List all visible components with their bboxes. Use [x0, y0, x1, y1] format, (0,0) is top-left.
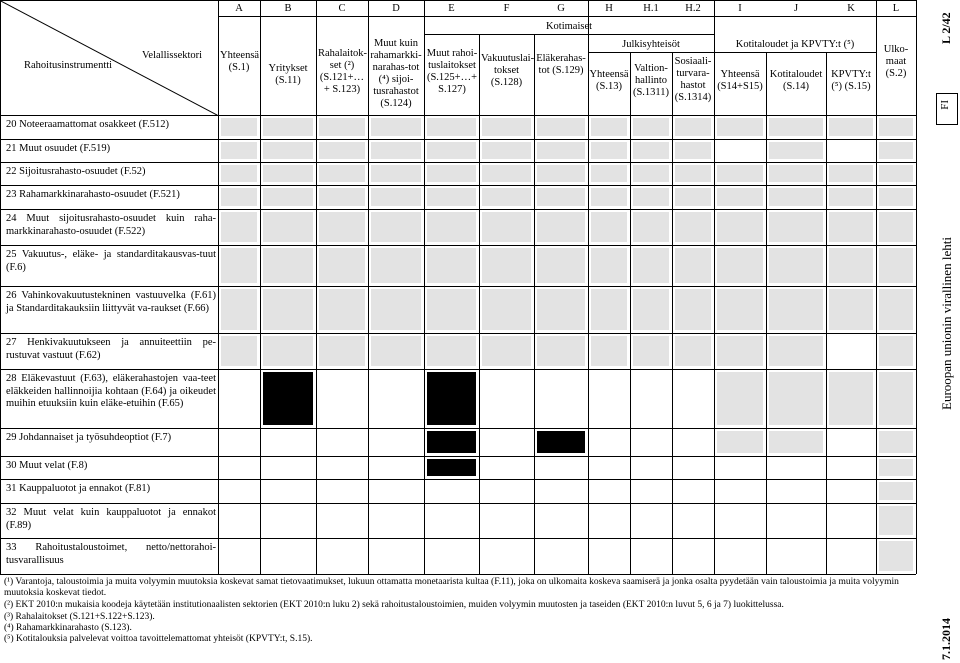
cell-grey [537, 289, 585, 330]
cell-grey [675, 248, 711, 283]
cell-black [427, 459, 476, 476]
col-letter-i: I [738, 3, 742, 14]
row-label: 30 Muut velat (F.8) [6, 460, 88, 471]
cell-grey [591, 188, 627, 206]
grid-line [0, 286, 916, 287]
cell-grey [717, 372, 763, 425]
cell-grey [591, 289, 627, 330]
cell-black [537, 431, 585, 453]
side-journal-title: Euroopan unionin virallinen lehti [939, 237, 954, 410]
cell-grey [371, 188, 421, 206]
grid-line [368, 0, 369, 574]
cell-black [427, 431, 476, 453]
cell-grey [319, 289, 365, 330]
cell-grey [829, 165, 873, 182]
grid-line [588, 52, 876, 53]
col-letter-e: E [448, 3, 455, 14]
cell-grey [675, 336, 711, 366]
grid-line [0, 538, 916, 539]
header-rahoitusinstrumentti: Rahoitusinstrumentti [24, 60, 113, 71]
cell-grey [371, 289, 421, 330]
cell-grey [829, 188, 873, 206]
cell-grey [221, 165, 257, 182]
col-letter-h1: H.1 [643, 3, 659, 14]
header-julkisyhteisot: Julkisyhteisöt [622, 39, 680, 50]
row-label: 20 Noteeraamattomat osakkeet (F.512) [6, 119, 170, 130]
cell-grey [263, 248, 313, 283]
header-col-h1: Valtion-hallinto (S.1311) [632, 63, 670, 98]
cell-grey [879, 459, 913, 476]
col-letter-h2: H.2 [685, 3, 701, 14]
grid-line [0, 139, 916, 140]
cell-grey [591, 142, 627, 159]
cell-grey [319, 248, 365, 283]
cell-grey [319, 165, 365, 182]
grid-line [534, 34, 535, 574]
row-label: 29 Johdannaiset ja työsuhdeoptiot (F.7) [6, 432, 172, 443]
cell-grey [591, 336, 627, 366]
header-col-b: Yritykset (S.11) [268, 63, 308, 86]
cell-grey [319, 118, 365, 136]
cell-grey [769, 431, 823, 453]
col-letter-d: D [392, 3, 400, 14]
cell-grey [769, 118, 823, 136]
cell-grey [879, 372, 913, 425]
header-col-f: Vakuutuslai-tokset (S.128) [481, 53, 535, 88]
cell-black [427, 372, 476, 425]
cell-grey [482, 188, 531, 206]
col-letter-b: B [284, 3, 292, 14]
cell-grey [717, 188, 763, 206]
header-col-a: Yhteensä (S.1) [220, 50, 260, 73]
cell-grey [769, 165, 823, 182]
grid-line [714, 0, 715, 574]
cell-grey [537, 142, 585, 159]
cell-grey [221, 248, 257, 283]
header-velallissektori: Velallissektori [142, 50, 203, 61]
cell-grey [717, 336, 763, 366]
cell-grey [263, 165, 313, 182]
grid-line [218, 16, 916, 17]
cell-grey [371, 212, 421, 242]
cell-grey [263, 212, 313, 242]
cell-grey [633, 165, 669, 182]
cell-grey [769, 372, 823, 425]
grid-line [0, 209, 916, 210]
row-label: 25 Vakuutus-, eläke- ja standarditakausvas-tuut (F.6) [6, 249, 216, 273]
grid-line [916, 0, 917, 574]
cell-grey [221, 188, 257, 206]
grid-line [766, 52, 767, 574]
col-letter-g: G [557, 3, 565, 14]
cell-grey [879, 188, 913, 206]
grid-line [479, 34, 480, 574]
cell-grey [879, 541, 913, 571]
cell-grey [769, 248, 823, 283]
cell-grey [263, 336, 313, 366]
cell-grey [371, 336, 421, 366]
grid-line [0, 245, 916, 246]
grid-line [0, 115, 916, 116]
header-col-l: Ulko-maat (S.2) [883, 44, 909, 79]
header-col-c: Rahalaitok-set (²) (S.121+…+ S.123) [318, 48, 367, 95]
header-col-h: Yhteensä (S.13) [589, 69, 629, 92]
grid-line [0, 0, 1, 574]
col-letter-a: A [235, 3, 243, 14]
grid-line [630, 52, 631, 574]
cell-grey [427, 165, 476, 182]
cell-grey [591, 248, 627, 283]
header-col-e: Muut rahoi-tuslaitokset (S.125+…+ S.127) [426, 48, 478, 95]
grid-line [0, 503, 916, 504]
grid-line [826, 52, 827, 574]
cell-grey [675, 142, 711, 159]
cell-grey [221, 289, 257, 330]
grid-line [0, 333, 916, 334]
side-lang-box [936, 93, 958, 125]
row-label: 22 Sijoitusrahasto-osuudet (F.52) [6, 166, 146, 177]
cell-grey [717, 248, 763, 283]
cell-grey [319, 188, 365, 206]
footnote-4: (⁴) Rahamarkkinarahasto (S.123). [4, 623, 132, 633]
header-col-g: Eläkerahas-tot (S.129) [536, 53, 586, 76]
cell-grey [829, 212, 873, 242]
cell-grey [879, 142, 913, 159]
cell-grey [879, 336, 913, 366]
cell-grey [371, 248, 421, 283]
cell-grey [427, 118, 476, 136]
row-label: 32 Muut velat kuin kauppaluotot ja ennakot (F.89) [6, 507, 216, 531]
cell-grey [221, 212, 257, 242]
side-page-ref: L 2/42 [939, 12, 953, 44]
col-letter-j: J [793, 3, 799, 14]
cell-grey [537, 336, 585, 366]
cell-grey [371, 118, 421, 136]
cell-grey [427, 248, 476, 283]
grid-line [0, 574, 916, 575]
row-label: 27 Henkivakuutukseen ja annuiteettiin pe-rustuvat vastuut (F.62) [6, 337, 216, 361]
cell-grey [879, 482, 913, 500]
grid-line [260, 0, 261, 574]
cell-grey [717, 165, 763, 182]
cell-grey [263, 188, 313, 206]
row-label: 24 Muut sijoitusrahasto-osuudet kuin raha-markkinarahasto-osuudet (F.522) [6, 213, 216, 237]
side-date: 7.1.2014 [939, 618, 953, 660]
cell-grey [537, 248, 585, 283]
side-lang: FI [939, 100, 951, 110]
cell-grey [482, 248, 531, 283]
cell-grey [633, 289, 669, 330]
cell-grey [427, 142, 476, 159]
cell-grey [879, 289, 913, 330]
cell-grey [717, 431, 763, 453]
cell-grey [537, 188, 585, 206]
cell-grey [717, 118, 763, 136]
col-letter-f: F [503, 3, 510, 14]
cell-grey [717, 212, 763, 242]
cell-grey [769, 142, 823, 159]
cell-grey [263, 289, 313, 330]
cell-grey [675, 188, 711, 206]
cell-grey [633, 336, 669, 366]
grid-line [0, 185, 916, 186]
cell-grey [221, 118, 257, 136]
grid-line [316, 0, 317, 574]
header-col-h2: Sosiaali-turvara-hastot (S.1314) [674, 56, 712, 103]
grid-line [424, 34, 714, 35]
cell-grey [427, 336, 476, 366]
grid-line [0, 369, 916, 370]
cell-grey [591, 165, 627, 182]
cell-grey [537, 118, 585, 136]
cell-grey [537, 165, 585, 182]
cell-grey [675, 212, 711, 242]
cell-grey [769, 212, 823, 242]
cell-grey [675, 289, 711, 330]
header-kotitaloudet-kpvty: Kotitaloudet ja KPVTY:t (⁵) [735, 39, 855, 50]
row-label: 26 Vahinkovakuutustekninen vastuuvelka (F.61) ja Standarditakauksiin liittyvät va-raukset (F.66) [6, 290, 216, 314]
cell-grey [263, 118, 313, 136]
cell-grey [879, 431, 913, 453]
footnote-2: (²) EKT 2010:n mukaisia koodeja käytetään institutionaalisten sektorien (EKT 2010:n luku 2) sekä rahoitustaloustoimien, muiden volyymin muutosten ja taseiden (EKT 2010:n luvut 5, 6 ja 7) luokittelussa. [4, 600, 784, 610]
cell-grey [319, 142, 365, 159]
cell-grey [537, 212, 585, 242]
header-col-i: Yhteensä (S14+S15) [717, 69, 763, 92]
cell-grey [482, 142, 531, 159]
footnote-1: (¹) Varantoja, taloustoimia ja muita volyymin muutoksia koskevat samat tietovaatimukset, lukuun ottamatta monetaarista kultaa (F.11), joka on ulkomaita koskeva saamiserä ja jonka osalta pyydetään vain taloustoimia ja muita volyymin muutoksia koskevat tiedot. [4, 577, 899, 598]
grid-line [876, 0, 877, 574]
row-label: 28 Eläkevastuut (F.63), eläkerahastojen vaa-teet eläkkeiden hallinnoijia kohtaan (F.64) ja oikeudet muihin etuuksiin kuin eläke-etuihin (F.65) [6, 373, 216, 409]
cell-grey [717, 289, 763, 330]
header-col-j: Kotitaloudet (S.14) [769, 69, 823, 92]
cell-grey [633, 118, 669, 136]
grid-line [672, 52, 673, 574]
cell-grey [829, 248, 873, 283]
cell-grey [591, 118, 627, 136]
cell-grey [427, 212, 476, 242]
cell-grey [633, 142, 669, 159]
grid-line [0, 162, 916, 163]
cell-grey [371, 142, 421, 159]
cell-grey [319, 212, 365, 242]
footnote-3: (³) Rahalaitokset (S.121+S.122+S.123). [4, 612, 155, 622]
cell-grey [633, 248, 669, 283]
cell-grey [221, 336, 257, 366]
cell-grey [769, 188, 823, 206]
cell-grey [675, 165, 711, 182]
cell-grey [879, 165, 913, 182]
cell-grey [633, 188, 669, 206]
footnote-5: (⁵) Kotitalouksia palvelevat voittoa tavoittelemattomat yhteisöt (KPVTY:t, S.15). [4, 634, 313, 644]
cell-grey [769, 336, 823, 366]
cell-grey [427, 188, 476, 206]
cell-grey [482, 336, 531, 366]
row-label: 33 Rahoitustaloustoimet, netto/nettorahoi-tusvarallisuus [6, 542, 216, 566]
row-label: 23 Rahamarkkinarahasto-osuudet (F.521) [6, 189, 180, 200]
grid-line [0, 456, 916, 457]
cell-grey [879, 118, 913, 136]
cell-grey [829, 118, 873, 136]
cell-grey [769, 289, 823, 330]
col-letter-k: K [847, 3, 855, 14]
cell-grey [829, 289, 873, 330]
header-col-d: Muut kuin rahamarkki-narahas-tot (⁴) sijoi-tusrahastot (S.124) [370, 38, 422, 109]
cell-grey [263, 142, 313, 159]
grid-line [424, 0, 425, 574]
grid-line [0, 428, 916, 429]
cell-grey [675, 118, 711, 136]
cell-grey [371, 165, 421, 182]
row-label: 21 Muut osuudet (F.519) [6, 143, 111, 154]
col-letter-h: H [605, 3, 613, 14]
cell-black [263, 372, 313, 425]
col-letter-c: C [338, 3, 346, 14]
cell-grey [879, 506, 913, 535]
cell-grey [482, 165, 531, 182]
cell-grey [482, 289, 531, 330]
cell-grey [482, 118, 531, 136]
cell-grey [482, 212, 531, 242]
cell-grey [427, 289, 476, 330]
grid-line [218, 0, 219, 574]
header-kotimaiset: Kotimaiset [545, 21, 593, 32]
cell-grey [879, 212, 913, 242]
cell-grey [879, 248, 913, 283]
grid-line [0, 479, 916, 480]
cell-grey [319, 336, 365, 366]
cell-grey [633, 212, 669, 242]
col-letter-l: L [892, 3, 900, 14]
cell-grey [591, 212, 627, 242]
cell-grey [829, 372, 873, 425]
grid-line [0, 0, 916, 1]
row-label: 31 Kauppaluotot ja ennakot (F.81) [6, 483, 151, 494]
cell-grey [221, 142, 257, 159]
header-col-k: KPVTY:t (⁵) (S.15) [831, 69, 871, 92]
